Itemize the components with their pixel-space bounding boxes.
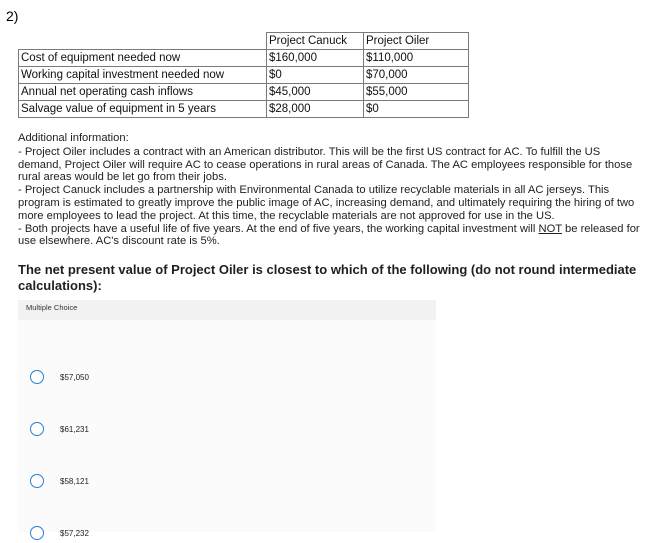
table-row (19, 101, 469, 118)
question-number: 2) (6, 8, 19, 24)
multiple-choice-header: Multiple Choice (18, 300, 436, 320)
emphasis-not: NOT (538, 222, 562, 235)
choice-option-2[interactable] (30, 419, 230, 439)
both-text-after: be released for use elsewhere. AC's discount rate is 5%. (18, 222, 640, 248)
choice-label: $57,050 (60, 372, 89, 382)
multiple-choice-options (18, 320, 436, 538)
radio-button-icon[interactable] (30, 474, 44, 488)
radio-button-icon[interactable] (30, 422, 44, 436)
radio-button-icon[interactable] (30, 370, 44, 384)
canuck-value: $0 (267, 67, 364, 84)
project-comparison-table (18, 32, 469, 118)
table-row (19, 84, 469, 101)
oiler-value: $110,000 (364, 50, 469, 67)
choice-label: $58,121 (60, 476, 89, 486)
additional-info-canuck: - Project Canuck includes a partnership with Environmental Canada to utilize recyclable materials in all AC jerseys. This program is estimated to greatly improve the public image of AC, increasing demand, and ultimately requiring the hiring of two more employees to lead the project. At this time, the recyclable materials are not approved for use in the US. (18, 184, 635, 222)
table-header-canuck: Project Canuck (267, 33, 364, 50)
oiler-value: $0 (364, 101, 469, 118)
oiler-value: $70,000 (364, 67, 469, 84)
canuck-value: $28,000 (267, 101, 364, 118)
table-row (19, 67, 469, 84)
additional-info-both (18, 223, 642, 249)
choice-option-3[interactable] (30, 471, 230, 491)
both-text-before: - Both projects have a useful life of five years. At the end of five years, the working capital investment will (18, 222, 539, 235)
choice-label: $57,232 (60, 528, 89, 538)
oiler-value: $55,000 (364, 84, 469, 101)
row-label: Cost of equipment needed now (19, 50, 267, 67)
additional-info-title: Additional information: (18, 132, 129, 144)
multiple-choice-panel (18, 300, 436, 538)
row-label: Salvage value of equipment in 5 years (19, 101, 267, 118)
question-text: The net present value of Project Oiler is closest to which of the following (do not round intermediate calculations): (18, 262, 637, 293)
choice-option-1[interactable] (30, 367, 230, 387)
table-header-empty (19, 33, 267, 50)
table-row (19, 50, 469, 67)
row-label: Annual net operating cash inflows (19, 84, 267, 101)
additional-info-oiler: - Project Oiler includes a contract with an American distributor. This will be the first US contract for AC. To fulfill the US demand, Project Oiler will require AC to cease operations in rural areas of Canada. The AC employees responsible for those rural areas would be let go from their jobs. (18, 145, 633, 184)
choice-option-4[interactable] (30, 523, 230, 543)
row-label: Working capital investment needed now (19, 67, 267, 84)
table-header-row (19, 33, 469, 50)
additional-information (18, 132, 642, 248)
canuck-value: $160,000 (267, 50, 364, 67)
canuck-value: $45,000 (267, 84, 364, 101)
table-header-oiler: Project Oiler (364, 33, 469, 50)
choice-label: $61,231 (60, 424, 89, 434)
